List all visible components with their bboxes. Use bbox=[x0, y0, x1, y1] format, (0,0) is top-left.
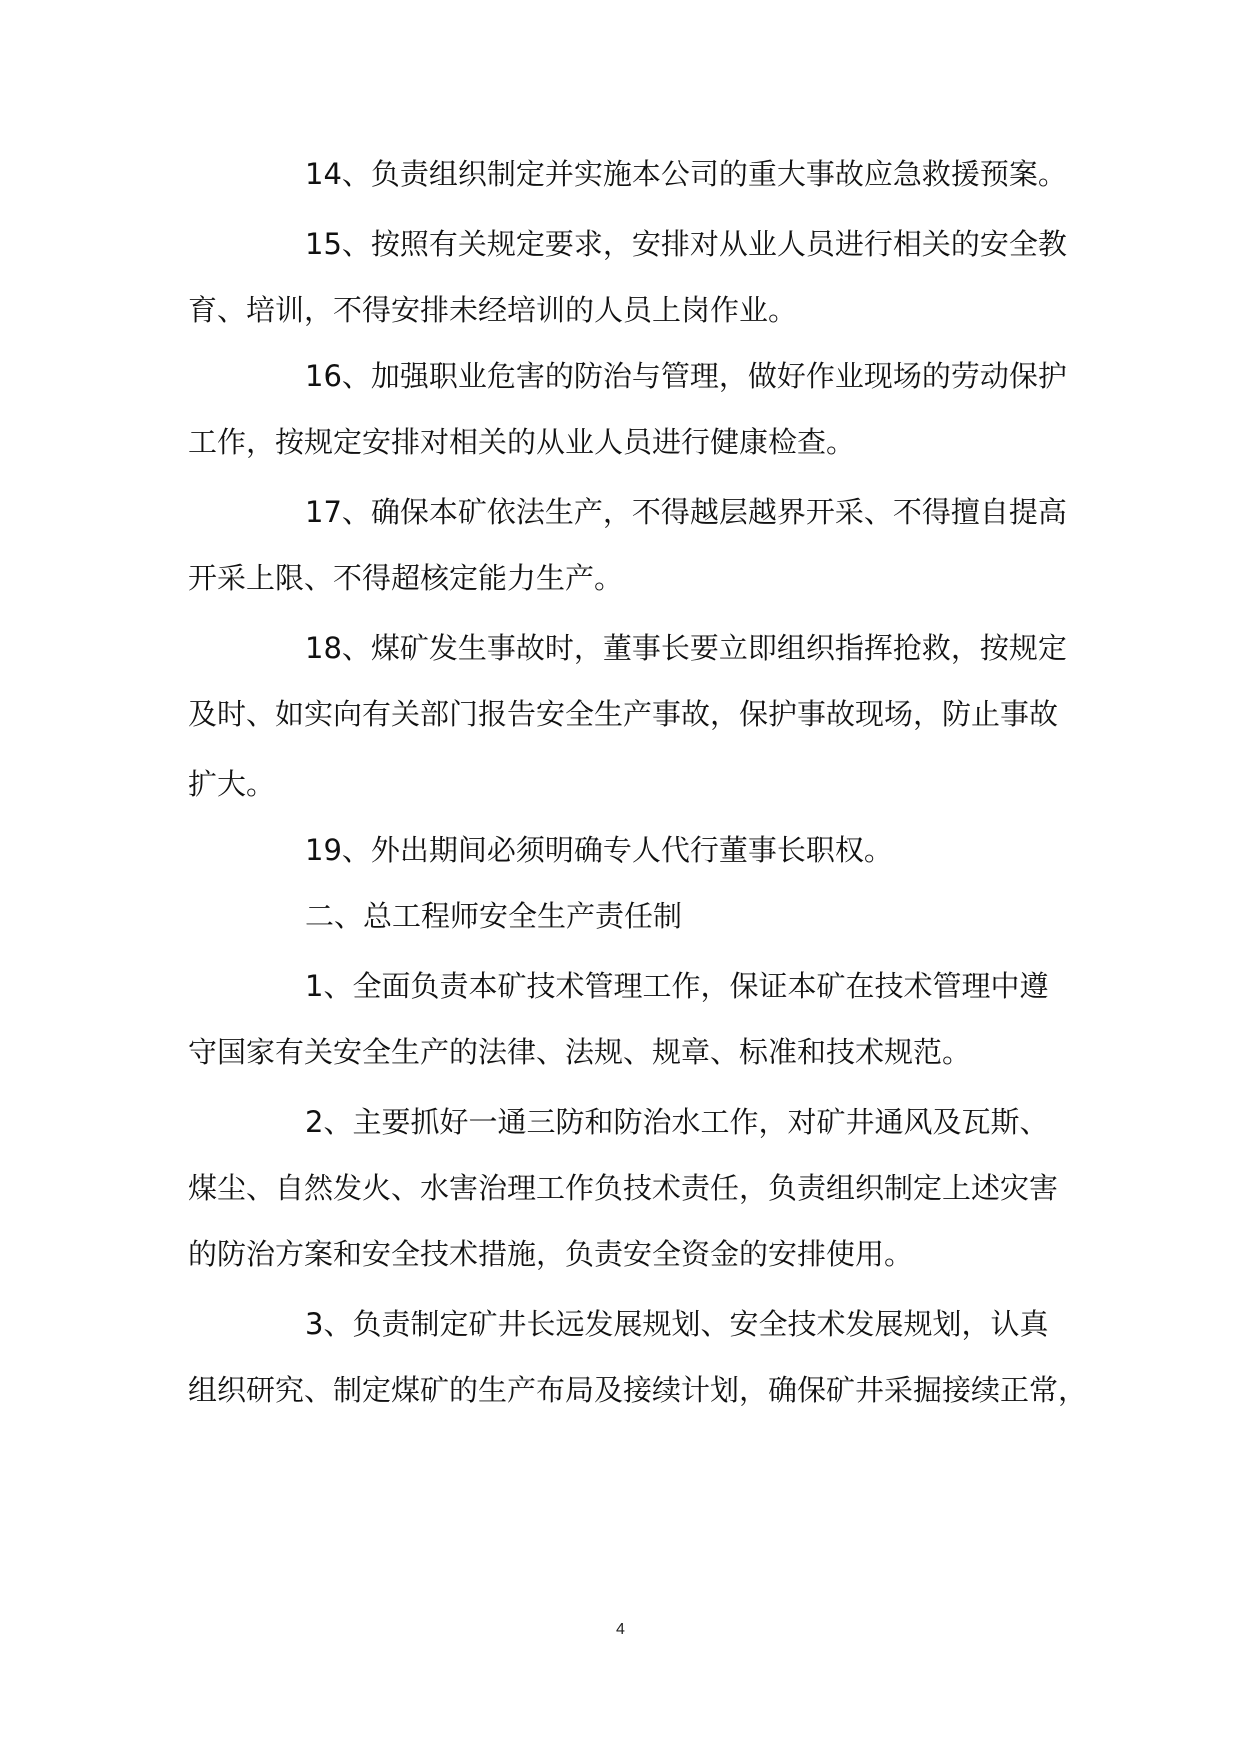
text-line: 2、主要抓好一通三防和防治水工作，对矿井通风及瓦斯、 bbox=[305, 1105, 1049, 1139]
text-line: 3、负责制定矿井长远发展规划、安全技术发展规划，认真 bbox=[305, 1307, 1049, 1341]
text-line: 17、确保本矿依法生产，不得越层越界开采、不得擅自提高 bbox=[305, 495, 1067, 529]
text-line: 组织研究、制定煤矿的生产布局及接续计划，确保矿井采掘接续正常， bbox=[188, 1373, 1088, 1407]
text-line: 14、负责组织制定并实施本公司的重大事故应急救援预案。 bbox=[305, 157, 1067, 191]
text-line: 的防治方案和安全技术措施，负责安全资金的安排使用。 bbox=[188, 1237, 914, 1271]
text-line: 育、培训，不得安排未经培训的人员上岗作业。 bbox=[188, 293, 798, 327]
text-line: 19、外出期间必须明确专人代行董事长职权。 bbox=[305, 833, 893, 867]
text-line: 煤尘、自然发火、水害治理工作负技术责任，负责组织制定上述灾害 bbox=[188, 1171, 1059, 1205]
text-line: 16、加强职业危害的防治与管理，做好作业现场的劳动保护 bbox=[305, 359, 1067, 393]
section-heading: 二、总工程师安全生产责任制 bbox=[305, 899, 683, 933]
text-line: 扩大。 bbox=[188, 767, 276, 801]
page-number: 4 bbox=[616, 1621, 625, 1638]
text-line: 及时、如实向有关部门报告安全生产事故，保护事故现场，防止事故 bbox=[188, 697, 1059, 731]
text-line: 守国家有关安全生产的法律、法规、规章、标准和技术规范。 bbox=[188, 1035, 972, 1069]
text-line: 工作，按规定安排对相关的从业人员进行健康检查。 bbox=[188, 425, 856, 459]
text-line: 18、煤矿发生事故时，董事长要立即组织指挥抢救，按规定 bbox=[305, 631, 1067, 665]
text-line: 1、全面负责本矿技术管理工作，保证本矿在技术管理中遵 bbox=[305, 969, 1049, 1003]
text-line: 15、按照有关规定要求，安排对从业人员进行相关的安全教 bbox=[305, 227, 1067, 261]
text-line: 开采上限、不得超核定能力生产。 bbox=[188, 561, 624, 595]
